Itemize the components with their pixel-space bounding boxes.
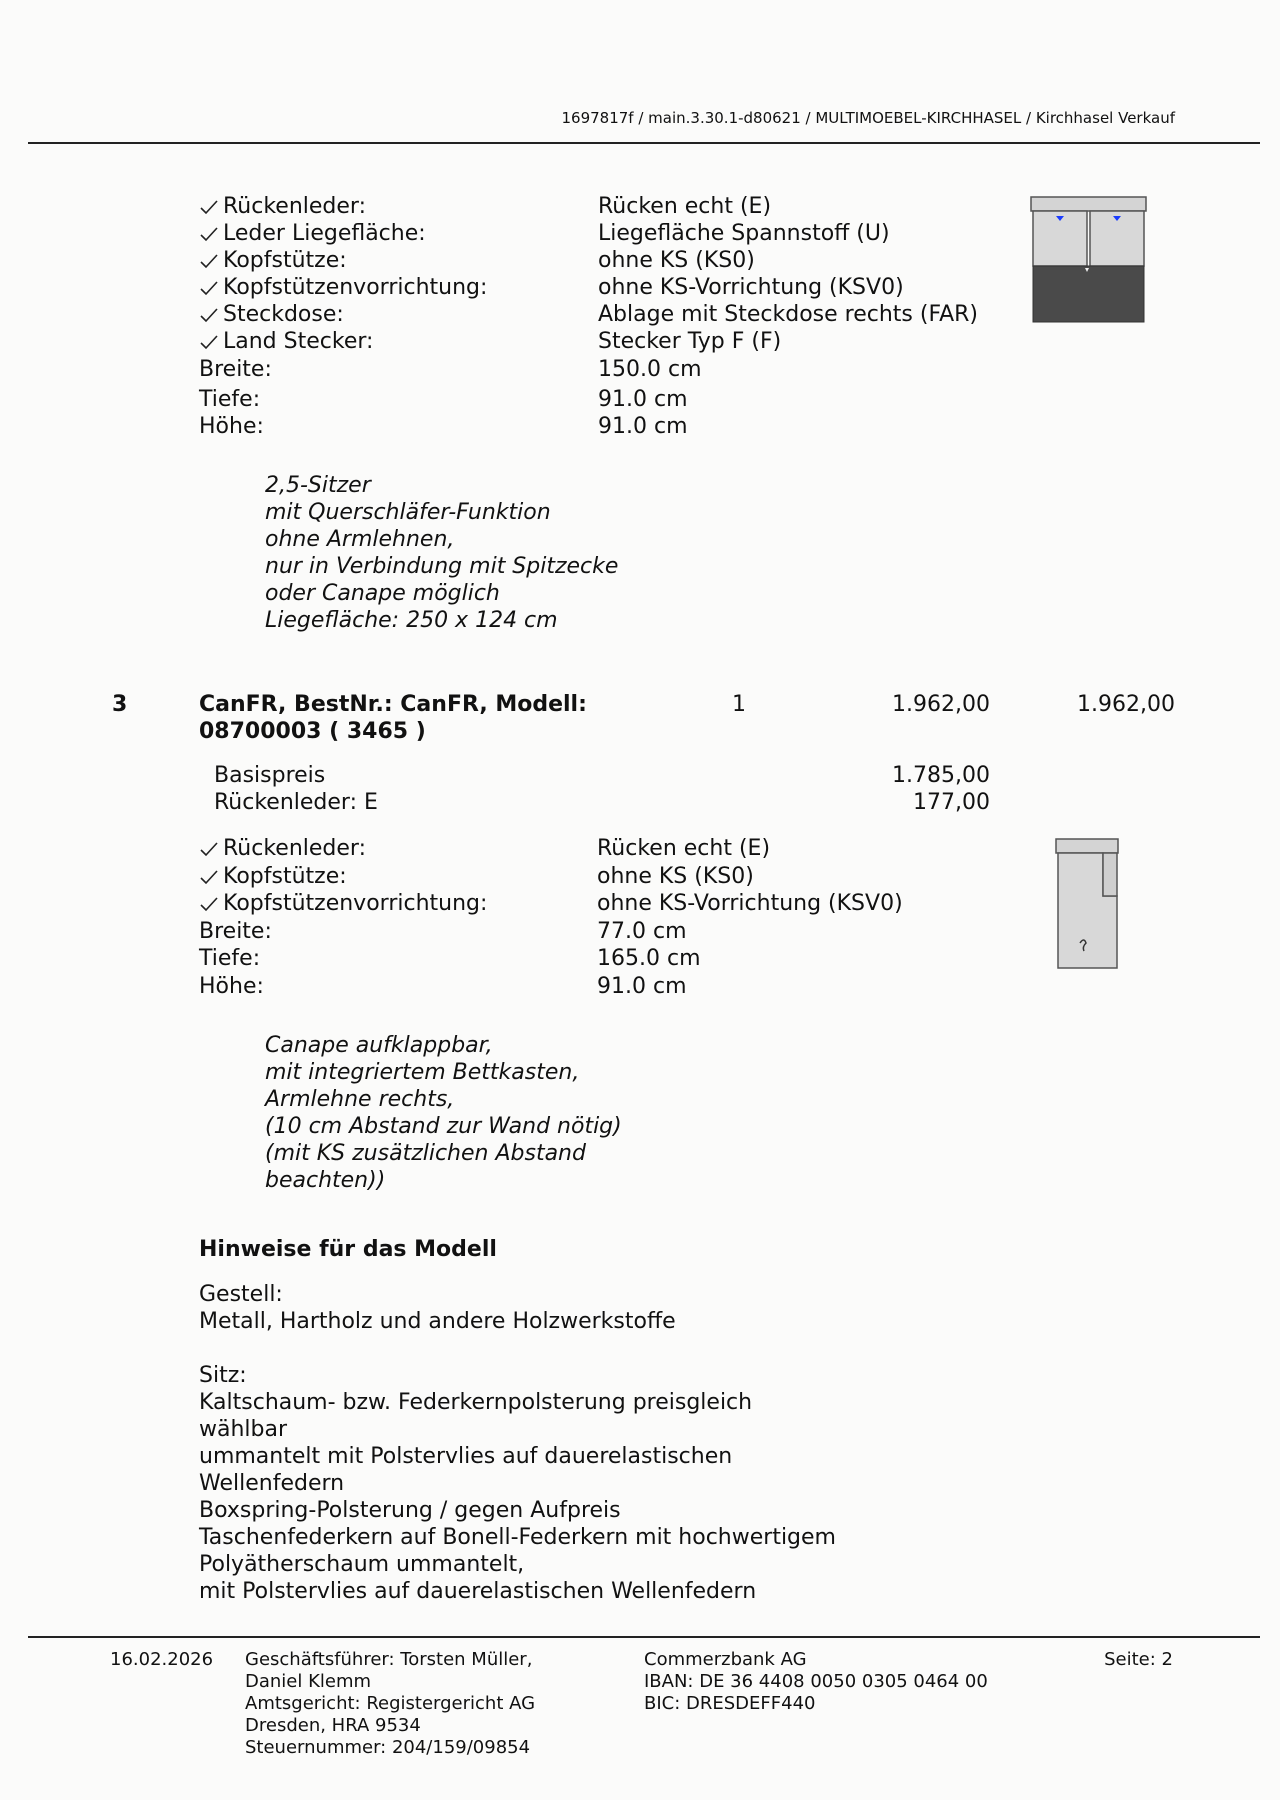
checkmark-icon	[199, 247, 223, 274]
description-line: (mit KS zusätzlichen Abstand	[265, 1141, 586, 1166]
attribute-label-text: Rückenleder:	[223, 194, 366, 219]
attribute-label-text: Kopfstütze:	[223, 248, 347, 273]
checkmark-icon	[199, 863, 223, 890]
attribute-label-text: Kopfstützenvorrichtung:	[223, 275, 488, 300]
sitz-line: Kaltschaum- bzw. Federkernpolsterung preisgleich	[199, 1390, 753, 1415]
checkmark-icon	[199, 193, 223, 220]
attribute-label: Höhe:	[199, 973, 264, 999]
attribute-value: 150.0 cm	[598, 357, 702, 382]
attribute-value: ohne KS-Vorrichtung (KSV0)	[598, 275, 904, 300]
sitz-line: Wellenfedern	[199, 1471, 345, 1496]
item-title-line2: 08700003 ( 3465 )	[199, 719, 426, 744]
item-title-line1: CanFR, BestNr.: CanFR, Modell:	[199, 692, 587, 717]
attribute-label-text: Kopfstütze:	[223, 863, 347, 889]
attribute-value: 165.0 cm	[597, 946, 701, 971]
company-line: Amtsgericht: Registergericht AG	[245, 1693, 536, 1714]
checkmark-icon	[199, 835, 223, 862]
attribute-value: 77.0 cm	[597, 918, 687, 944]
description-line: Liegefläche: 250 x 124 cm	[265, 608, 558, 633]
attribute-label-text: Land Stecker:	[223, 329, 374, 354]
footer-page-number: Seite: 2	[1104, 1649, 1173, 1670]
price-label: Basispreis	[214, 763, 326, 788]
item-unit-price: 1.962,00	[892, 692, 990, 717]
sitz-line: wählbar	[199, 1417, 288, 1442]
footer-divider	[28, 1636, 1260, 1638]
attribute-label-text: Leder Liegefläche:	[223, 221, 426, 246]
attribute-label	[199, 220, 426, 247]
attribute-value: 91.0 cm	[598, 414, 688, 439]
attribute-value: Ablage mit Steckdose rechts (FAR)	[598, 302, 978, 327]
item-total: 1.962,00	[1077, 692, 1175, 717]
sofa-2-5-seater-image	[1030, 196, 1147, 324]
attribute-value: ohne KS (KS0)	[598, 248, 755, 273]
attribute-label	[199, 890, 487, 917]
bank-line: Commerzbank AG	[644, 1649, 807, 1670]
price-value: 177,00	[913, 790, 990, 815]
notes-heading: Hinweise für das Modell	[199, 1237, 497, 1262]
description-line: nur in Verbindung mit Spitzecke	[265, 554, 619, 579]
header-divider	[28, 142, 1260, 144]
checkmark-icon	[199, 301, 223, 328]
item-position: 3	[112, 692, 128, 717]
sitz-line: mit Polstervlies auf dauerelastischen Wellenfedern	[199, 1579, 757, 1604]
notes-sitz-label: Sitz:	[199, 1363, 247, 1388]
attribute-value: ohne KS (KS0)	[597, 863, 754, 889]
checkmark-icon	[199, 890, 223, 917]
company-line: Daniel Klemm	[245, 1671, 372, 1692]
item-quantity: 1	[732, 692, 746, 717]
description-line: Armlehne rechts,	[265, 1087, 455, 1112]
attribute-label: Breite:	[199, 357, 272, 382]
attribute-label	[199, 247, 347, 274]
bank-line: BIC: DRESDEFF440	[644, 1693, 816, 1714]
checkmark-icon	[199, 274, 223, 301]
description-line: (10 cm Abstand zur Wand nötig)	[265, 1114, 622, 1139]
attribute-label: Höhe:	[199, 414, 264, 439]
checkmark-icon	[199, 220, 223, 247]
attribute-label-text: Rückenleder:	[223, 836, 366, 861]
sitz-line: Polyätherschaum ummantelt,	[199, 1552, 525, 1577]
attribute-value: 91.0 cm	[597, 973, 687, 999]
attribute-label	[199, 328, 373, 355]
document-header: 1697817f / main.3.30.1-d80621 / MULTIMOEBEL-KIRCHHASEL / Kirchhasel Verkauf	[561, 109, 1175, 127]
sitz-line: Taschenfederkern auf Bonell-Federkern mit hochwertigem	[199, 1525, 836, 1550]
attribute-label	[199, 301, 344, 328]
attribute-value: Stecker Typ F (F)	[598, 329, 782, 354]
description-line: mit Querschläfer-Funktion	[265, 500, 551, 525]
attribute-label	[199, 274, 487, 301]
price-label: Rückenleder: E	[214, 790, 378, 815]
company-line: Dresden, HRA 9534	[245, 1715, 421, 1736]
description-line: Canape aufklappbar,	[265, 1033, 493, 1058]
description-line: 2,5-Sitzer	[265, 473, 371, 498]
bank-line: IBAN: DE 36 4408 0050 0305 0464 00	[644, 1671, 988, 1692]
attribute-label: Tiefe:	[199, 946, 261, 971]
canape-image	[1055, 838, 1120, 970]
company-line: Geschäftsführer: Torsten Müller,	[245, 1649, 533, 1670]
footer-date: 16.02.2026	[110, 1649, 214, 1670]
sitz-line: Boxspring-Polsterung / gegen Aufpreis	[199, 1498, 621, 1523]
description-line: beachten))	[265, 1168, 386, 1193]
description-line: mit integriertem Bettkasten,	[265, 1060, 580, 1085]
attribute-value: Liegefläche Spannstoff (U)	[598, 221, 890, 246]
attribute-value: 91.0 cm	[598, 387, 688, 412]
attribute-label: Breite:	[199, 918, 272, 944]
description-line: ohne Armlehnen,	[265, 527, 455, 552]
attribute-value: Rücken echt (E)	[597, 836, 771, 861]
notes-gestell-text: Metall, Hartholz und andere Holzwerkstoffe	[199, 1309, 676, 1334]
description-line: oder Canape möglich	[265, 581, 500, 606]
checkmark-icon	[199, 328, 223, 355]
attribute-label: Tiefe:	[199, 387, 261, 412]
attribute-value: ohne KS-Vorrichtung (KSV0)	[597, 891, 903, 916]
price-value: 1.785,00	[892, 763, 990, 788]
attribute-label-text: Kopfstützenvorrichtung:	[223, 891, 488, 916]
attribute-label	[199, 835, 366, 862]
notes-gestell-label: Gestell:	[199, 1282, 283, 1307]
attribute-label-text: Steckdose:	[223, 302, 344, 327]
sitz-line: ummantelt mit Polstervlies auf dauerelastischen	[199, 1444, 733, 1469]
attribute-label	[199, 193, 366, 220]
attribute-value: Rücken echt (E)	[598, 194, 772, 219]
company-line: Steuernummer: 204/159/09854	[245, 1737, 531, 1758]
attribute-label	[199, 863, 347, 890]
